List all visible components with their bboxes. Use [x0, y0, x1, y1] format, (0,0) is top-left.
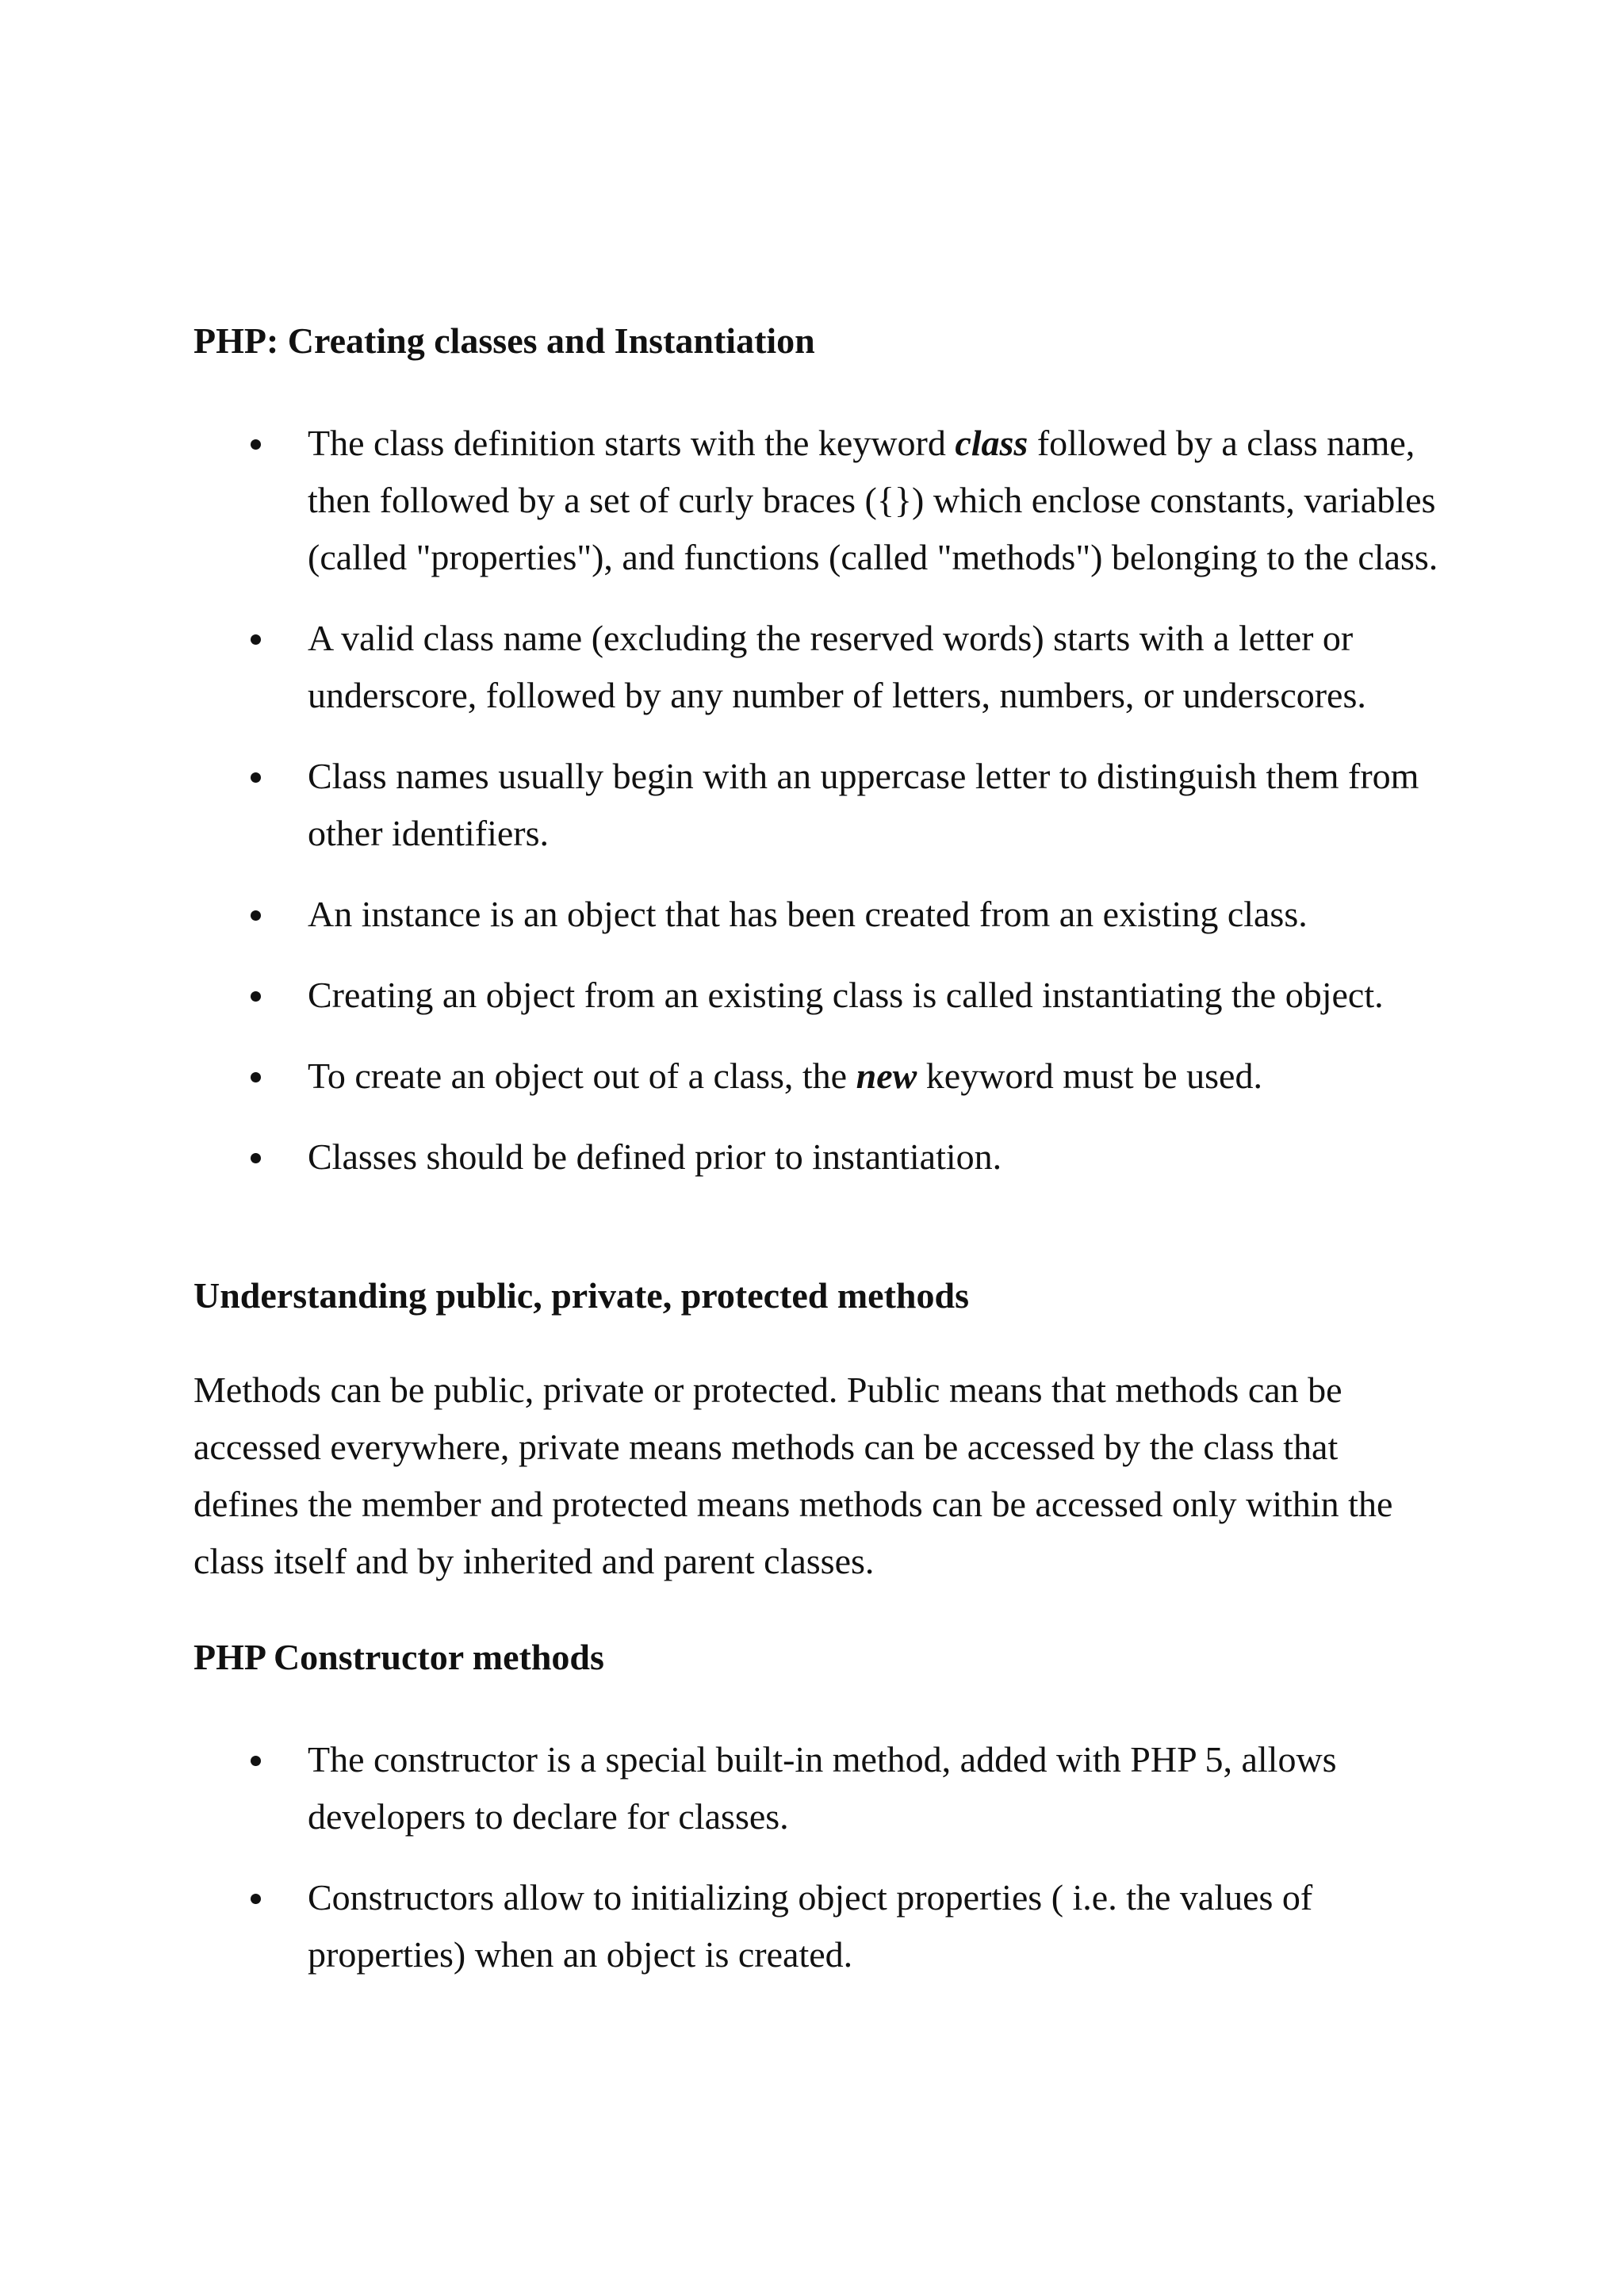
bullet-list-constructors [0, 1731, 1624, 1983]
list-item: A valid class name (excluding the reserved words) starts with a letter or underscore, followed by any number of letters, numbers, or underscores. [0, 610, 1450, 724]
keyword-new: new [856, 1056, 917, 1096]
heading-access-modifiers: Understanding public, private, protected methods [193, 1275, 969, 1316]
bullet-dot-icon [251, 1072, 261, 1082]
heading-creating-classes: PHP: Creating classes and Instantiation [193, 320, 815, 361]
bullet-dot-icon [251, 991, 261, 1002]
bullet-dot-icon [251, 634, 261, 645]
bullet-dot-icon [251, 1153, 261, 1163]
list-item: An instance is an object that has been created from an existing class. [0, 886, 1450, 943]
list-item: The constructor is a special built-in method, added with PHP 5, allows developers to declare for classes. [0, 1731, 1450, 1845]
list-item: Classes should be defined prior to instantiation. [0, 1128, 1450, 1186]
bullet-dot-icon [251, 1756, 261, 1766]
list-item: The class definition starts with the keyword class followed by a class name, then followed by a set of curly braces ({}) which enclose constants, variables (called "properties"), and functions (called "methods") belonging to the class. [0, 415, 1450, 586]
heading-constructor-methods: PHP Constructor methods [193, 1637, 604, 1677]
bullet-dot-icon [251, 910, 261, 921]
list-item: Class names usually begin with an uppercase letter to distinguish them from other identifiers. [0, 748, 1450, 862]
list-item: To create an object out of a class, the new keyword must be used. [0, 1048, 1450, 1105]
keyword-class: class [955, 423, 1028, 463]
bullet-dot-icon [251, 439, 261, 450]
bullet-list-classes [0, 415, 1624, 1186]
paragraph-access-modifiers: Methods can be public, private or protected. Public means that methods can be accessed everywhere, private means methods can be accessed by the class that defines the member and protected means methods can be accessed only within the class itself and by inherited and parent classes. [193, 1370, 1393, 1581]
bullet-dot-icon [251, 772, 261, 783]
list-item: Creating an object from an existing class is called instantiating the object. [0, 967, 1450, 1024]
list-item: Constructors allow to initializing object properties ( i.e. the values of properties) when an object is created. [0, 1869, 1450, 1983]
bullet-dot-icon [251, 1894, 261, 1904]
